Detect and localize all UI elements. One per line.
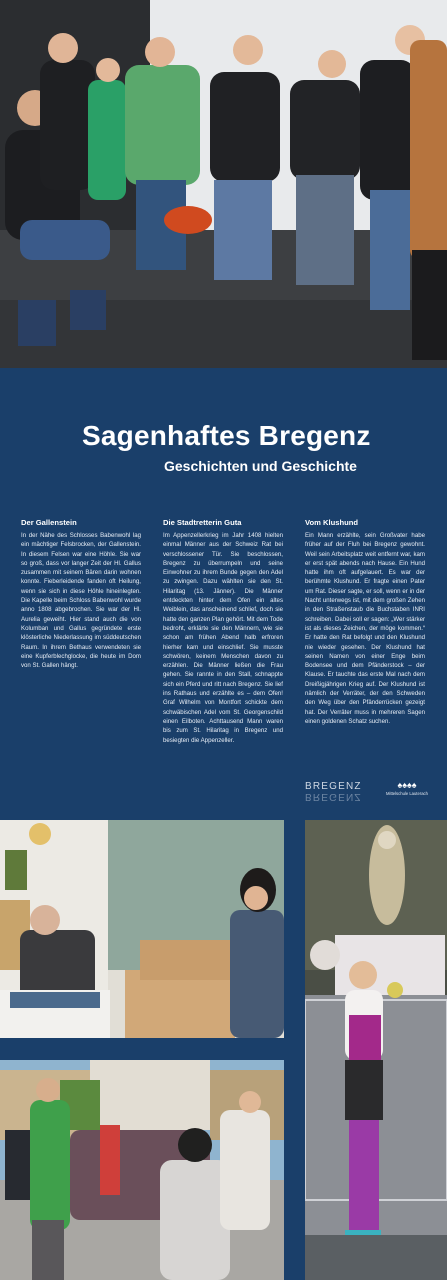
sub-title: Geschichten und Geschichte <box>164 458 357 474</box>
town-tour-photo <box>0 1060 284 1280</box>
story-column-klushund <box>305 518 425 726</box>
school-logo-name: Mittelschule Lauterach <box>386 791 428 796</box>
bregenz-logo <box>305 782 363 800</box>
story-heading: Der Gallenstein <box>21 518 77 527</box>
story-text: In der Nähe des Schlosses Babenwohl lag ein mächtiger Felsbrocken, der Gallenstein. In diesem Felsen war eine Höhle. Sie war so groß, dass vor langer Zeit der Hl. Gallus zusammen mit seinem Bären darin wohnen konnte. Fieberleidende fanden oft Heilung, wenn sie sich in diese Höhle hineinlegten. Die Kapelle beim Schloss Babenwohl wurde anno 1808 abgebrochen. Sie war der Hl. Aurelia geweiht. Hier stand auch die von Kolumban und Gallus gegründete erste klösterliche Niederlassung im süddeutschen Raum. In ihrem Bethaus verwendeten sie eine Kupferblechglocke, die heute im Dom von St. Gallen hängt. <box>21 532 141 670</box>
story-text: Ein Mann erzählte, sein Großvater habe früher auf der Fluh bei Bregenz gewohnt. Weil sein Arbeitsplatz weit entfernt war, kam er erst spät abends nach Hause. Ein Hund hatte ihm oft aufgelauert. Es war der berühmte Klushund. Er fragte einen Pater um Rat. Dieser sagte, er soll, wenn er in der Nacht unterwegs ist, mit dem großen Zehen in den Straßenstaub die Buchstaben INRI schreiben. Dabei soll er sagen: „Wer stärker ist als dieses Zeichen, der möge kommen.“ Er hatte den Rat befolgt und den Klushund nie wieder gesehen. Der Klushund hat seinen Namen von einer Enge beim Bodensee und dem Pfänderstock – der Klause. Er tauchte das erste Mal nach dem Dreißigjährigen Krieg auf. Der Klushund ist nämlich der Verräter, der den Schweden den Weg über den Pfänderrücken gezeigt hat. Der Verräter muss in mehreren Sagen einen goldenen Schatz suchen. <box>305 532 425 725</box>
bregenz-logo-reflection: BREGENZ <box>305 791 362 802</box>
story-column-guta <box>163 518 283 745</box>
grotto-photo <box>305 820 447 1280</box>
story-heading: Vom Klushund <box>305 518 359 527</box>
students-group-photo <box>0 0 447 368</box>
classroom-photo <box>0 820 284 1038</box>
school-logo-icon: ♠♠♠♠ <box>397 780 417 790</box>
story-column-gallenstein <box>21 518 141 670</box>
main-title: Sagenhaftes Bregenz <box>82 420 371 451</box>
bregenz-logo-text: BREGENZ <box>305 781 362 792</box>
story-text: Im Appenzellerkrieg im Jahr 1408 hielten einmal Männer aus der Schweiz Rat bei verschlossener Tür. Sie beschlossen, Bregenz zu überrumpeln und seine Einwohner zu ihrem Bunde gegen den Adel zu zwingen. Dazu wählten sie den St. Hilaritag (13. Jänner). Die Männer entdeckten hinter dem Ofen ein altes Weiblein, das anscheinend schlief, doch sie hatte den ganzen Plan gehört. Mit dem Tode bedroht, erklärte sie den Männern, wie sie schon am frühen Abend halb erfroren hierher kam und einschlief. Sie musste schwören, keinem Menschen davon zu erzählen. Die Männer ließen die Frau gehen. Sie rannte in den Stall, schnappte sich ein Pferd und ritt nach Bregenz. Sie lief ins Rathaus und erzählte es – dem Ofen! Graf Wilhelm von Montfort schickte dem schwäbischen Adel vom St. Georgenschild einen Eilboten. Achttausend Mann waren bis zum St. Hilaritag in Bregenz und besiegten die Appenzeller. <box>163 532 283 744</box>
story-heading: Die Stadtretterin Guta <box>163 518 242 527</box>
school-logo <box>381 780 433 800</box>
